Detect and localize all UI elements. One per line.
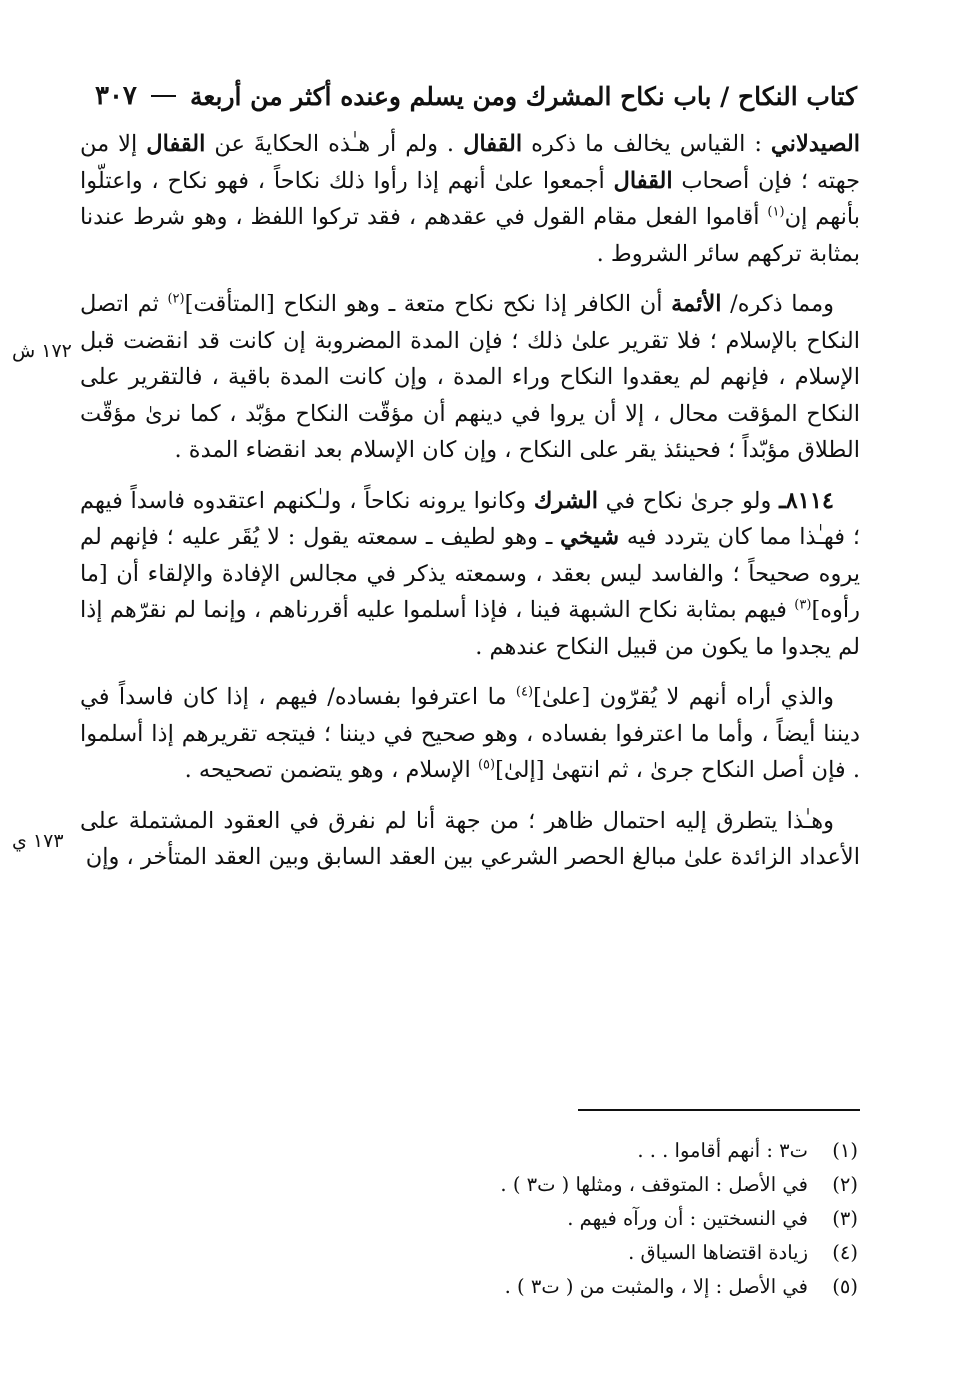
name-saydalani: الصيدلاني — [770, 131, 860, 157]
footnote-5 — [158, 1270, 858, 1304]
footnote-ref-2[interactable]: (٢) — [167, 291, 185, 307]
paragraph-3 — [80, 483, 860, 666]
text-run: ثم اتصل النكاح بالإسلام ؛ فلا تقرير علىٰ ذلك ؛ فإن المدة المضروبة إن كانت قد انقضت قبل الإسلام ، فإنهم لم يعقدوا النكاح وراء المدة ، وإن كانت المدة باقية ، فالتقرير على النكاح المؤقت محال ، إلا أن يروا في دينهم أن مؤقّت النكاح مؤبّد ، كما نرىٰ مؤقّت الطلاق مؤبّداً ؛ فحينئذ يقر على النكاح ، وإن كان الإسلام بعد انقضاء المدة . — [80, 291, 860, 463]
margin-note-ms-folio-1: ١٧٢ ش — [12, 340, 72, 362]
name-qaffal: القفال — [613, 167, 673, 194]
term-aimma: الأئمة — [671, 291, 722, 317]
paragraph-5 — [80, 803, 860, 876]
footnote-text: في الأصل : المتوقف ، ومثلها ( ت٣ ) . — [500, 1173, 808, 1196]
footnote-separator — [578, 1109, 860, 1111]
text-run: أن الكافر إذا نكح نكاح متعة ـ وهو النكاح [المتأقت] — [184, 291, 672, 317]
text-run: ومما ذكره/ — [721, 291, 834, 317]
running-header — [95, 76, 857, 116]
footnote-number: (٤) — [832, 1241, 858, 1264]
margin-note-ms-folio-2: ١٧٣ ي — [12, 830, 64, 852]
footnote-text: ت٣ : أنهم أقاموا . . . — [637, 1139, 808, 1162]
footnote-number: (٣) — [832, 1207, 858, 1230]
footnote-text: في النسختين : أن ورآه فيهم . — [567, 1207, 808, 1230]
footnote-2 — [158, 1168, 858, 1202]
page-number: ٣٠٧ — [95, 81, 137, 111]
text-run: أقاموا الفعل مقام القول في عقدهم ، فقد تركوا اللفظ ، وهو شرط عندنا بمثابة تركهم سائر الشروط . — [80, 204, 860, 267]
footnote-text: في الأصل : إلا ، والمثبت من ( ت٣ ) . — [504, 1275, 808, 1298]
footnote-number: (٥) — [832, 1275, 858, 1298]
text-run: وهـٰذا يتطرق إليه احتمال ظاهر ؛ من جهة أنا لم نفرق في العقود المشتملة على الأعداد الزائدة علىٰ مبالغ الحصر الشرعي بين العقد السابق وبين العقد المتأخر ، وإن — [80, 807, 860, 870]
paragraph-4 — [80, 679, 860, 789]
paragraph-2 — [80, 286, 860, 469]
paragraph-1 — [80, 126, 860, 272]
name-qaffal: القفال — [146, 131, 206, 157]
text-run: ولو جرىٰ نكاح في — [597, 487, 780, 514]
header-title: كتاب النكاح / باب نكاح المشرك ومن يسلم وعنده أكثر من أربعة — [190, 81, 857, 111]
footnote-4 — [158, 1236, 858, 1270]
text-run: وكانوا يرونه نكاحاً ، ولـٰكنهم اعتقدوه فاسداً فيهم ؛ فهـٰذا مما كان يتردد فيه — [80, 487, 860, 550]
text-run: : القياس يخالف ما ذكره — [522, 131, 771, 157]
text-run: والذي أراه أنهم لا يُقرّون [علىٰ] — [533, 684, 835, 710]
footnote-3 — [158, 1202, 858, 1236]
footnote-ref-1[interactable]: (١) — [767, 204, 785, 220]
footnote-number: (١) — [832, 1139, 858, 1162]
footnote-ref-5[interactable]: (٥) — [477, 757, 496, 773]
header-rule — [151, 95, 176, 97]
text-run: فيهم بمثابة نكاح الشبهة فينا ، فإذا أسلموا عليه أقررناهم ، وإنما لم نقرّهم إذا لم يجدوا ما يكون من قبيل النكاح عندهم . — [80, 597, 860, 660]
text-run: الإسلام ، وهو يتضمن تصحيحه . — [184, 757, 478, 783]
main-text — [80, 126, 860, 876]
footnote-text: زيادة اقتضاها السياق . — [628, 1241, 808, 1264]
text-run: ما اعترفوا بفساده/ فيهم ، إذا كان فاسداً في ديننا أيضاً ، وأما ما اعترفوا بفساده ، وهو صحيح في ديننا ؛ فيتجه تقريرهم إذا أسلموا . فإن أصل النكاح جرىٰ ، ثم انتهىٰ [إلىٰ] — [80, 684, 860, 783]
text-run: إلا من جهته ؛ فإن أصحاب — [80, 131, 860, 194]
text-run: ـ وهو لطيف ـ سمعته يقول : لا يُقَر عليه ؛ فإنهم لم يروه صحيحاً ؛ والفاسد ليس بعقد ، وسمعته يذكر في مجالس الإفادة والإلقاء أن [ما رأوه] — [80, 524, 860, 623]
text-run: . ولم أر هـٰذه الحكايةَ عن — [205, 131, 464, 157]
name-qaffal: القفال — [463, 131, 523, 157]
footnotes — [158, 1134, 858, 1304]
footnote-number: (٢) — [832, 1173, 858, 1196]
footnote-ref-3[interactable]: (٣) — [794, 597, 812, 613]
footnote-1 — [158, 1134, 858, 1168]
footnote-ref-4[interactable]: (٤) — [515, 684, 534, 700]
name-shaykhi: شيخي — [560, 524, 620, 550]
section-number: ٨١١٤ـ — [779, 487, 834, 514]
text-run: أجمعوا علىٰ أنهم إذا رأوا ذلك نكاحاً ، فهو نكاح ، واعتلّوا بأنهم إن — [80, 167, 860, 230]
term-shirk: الشرك — [533, 487, 598, 514]
